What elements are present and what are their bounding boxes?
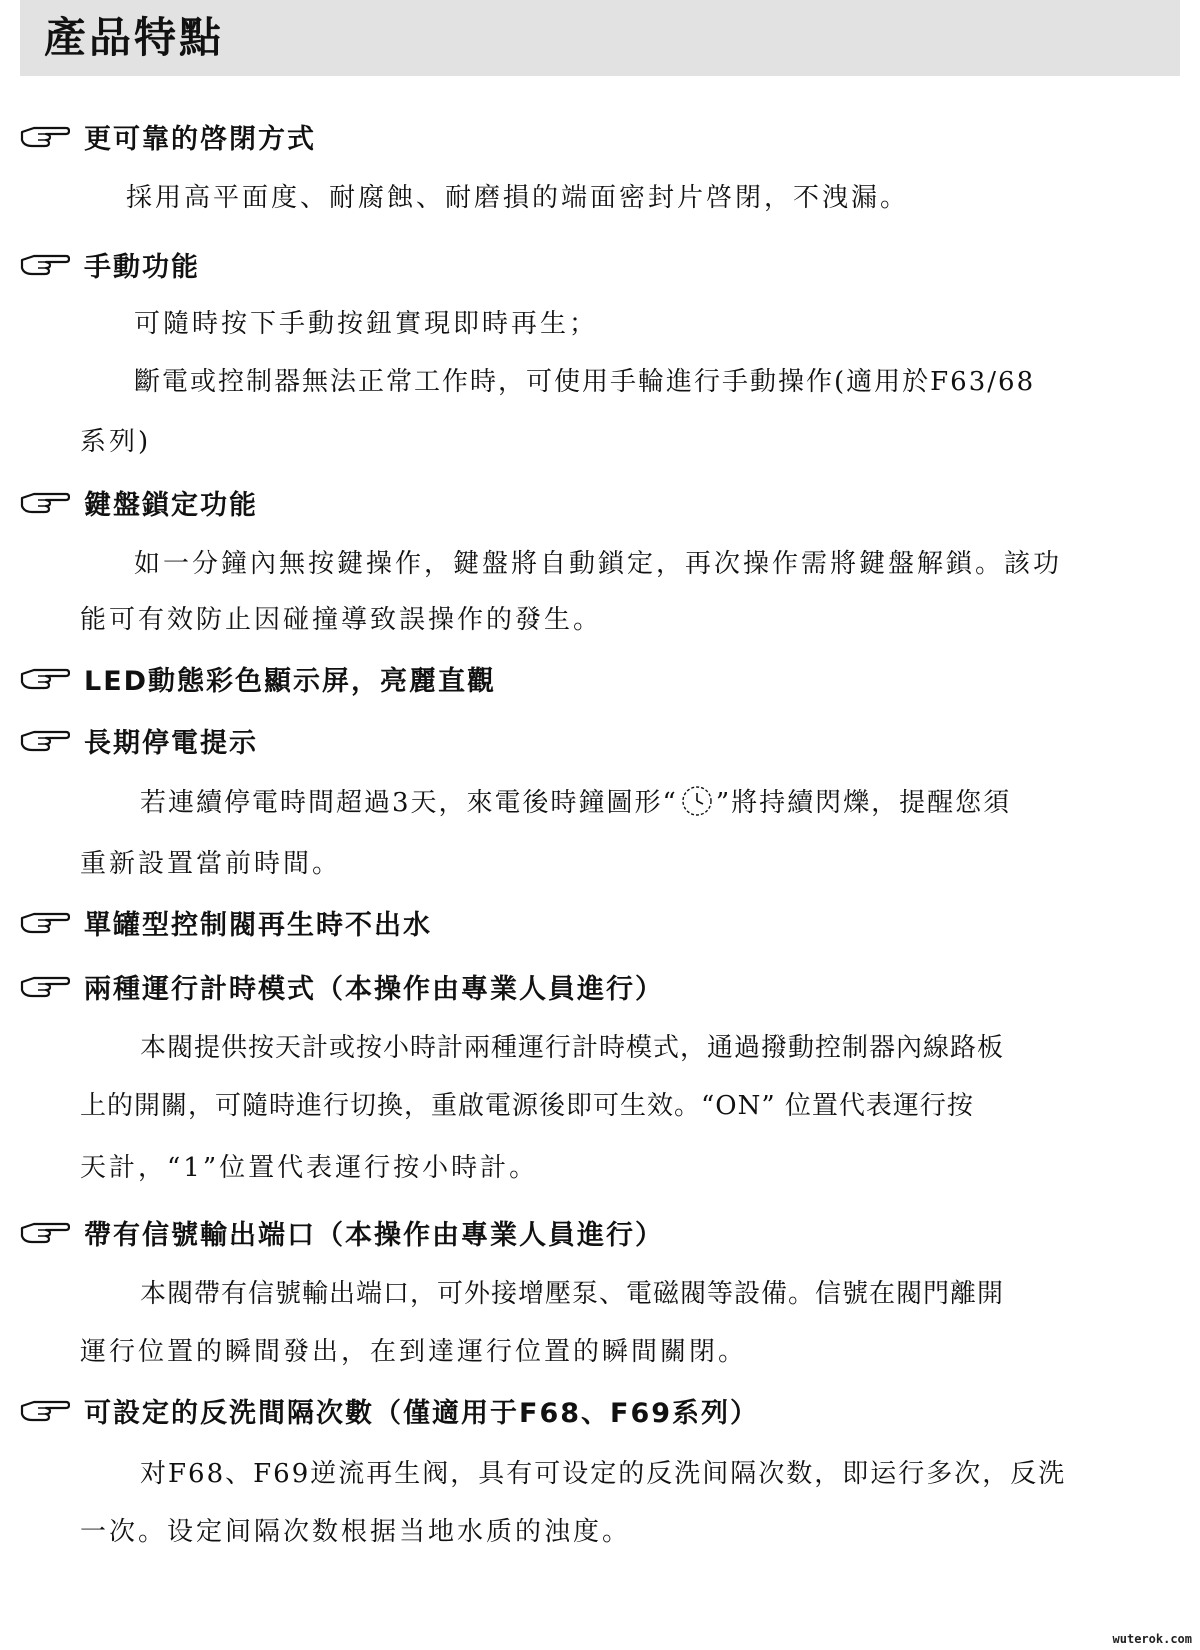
page-title: 產品特點 (44, 13, 225, 62)
watermark-text: wuterok.com (1112, 1632, 1192, 1646)
section-heading-text: 更可靠的啓閉方式 (84, 123, 316, 155)
body-line (140, 784, 1011, 821)
pointing-hand-icon (20, 251, 70, 277)
section-heading-power-outage (20, 720, 258, 760)
pointing-hand-icon (20, 1397, 70, 1423)
body-line: 採用高平面度、耐腐蝕、耐磨損的端面密封片啓閉，不洩漏。 (126, 183, 910, 213)
pointing-hand-icon (20, 489, 70, 515)
section-heading-led-display (20, 658, 496, 698)
pointing-hand-icon (20, 973, 70, 999)
body-line: 本閥提供按天計或按小時計兩種運行計時模式，通過撥動控制器內線路板 (140, 1033, 1005, 1063)
pointing-hand-icon (20, 727, 70, 753)
body-line: 可隨時按下手動按鈕實現即時再生； (134, 309, 599, 339)
section-heading-text: 手動功能 (84, 251, 200, 283)
clock-icon (680, 784, 714, 818)
section-heading-no-water-during-regen (20, 902, 432, 942)
body-line-part: 若連續停電時間超過3天，來電後時鐘圖形“ (140, 788, 678, 818)
body-line: 如一分鐘內無按鍵操作，鍵盤將自動鎖定，再次操作需將鍵盤解鎖。該功 (134, 549, 1063, 579)
section-heading-text: 可設定的反洗間隔次數（僅適用于F68、F69系列） (84, 1397, 760, 1429)
body-line: 斷電或控制器無法正常工作時，可使用手輪進行手動操作(適用於F63/68 (134, 367, 1036, 397)
section-heading-backwash-interval (20, 1390, 759, 1430)
pointing-hand-icon (20, 665, 70, 691)
section-heading-text: 鍵盤鎖定功能 (84, 489, 258, 521)
body-line: 運行位置的瞬間發出，在到達運行位置的瞬間關閉。 (80, 1337, 748, 1367)
body-line: 能可有效防止因碰撞導致誤操作的發生。 (80, 605, 603, 635)
body-line: 重新設置當前時間。 (80, 849, 342, 879)
section-heading-text: LED動態彩色顯示屏，亮麗直觀 (84, 665, 497, 697)
section-heading-timing-modes (20, 966, 664, 1006)
section-heading-text: 兩種運行計時模式（本操作由專業人員進行） (84, 973, 664, 1005)
section-heading-signal-output (20, 1212, 664, 1252)
body-line: 本閥帶有信號輸出端口，可外接增壓泵、電磁閥等設備。信號在閥門離開 (140, 1279, 1005, 1309)
body-line: 上的開關，可隨時進行切換，重啟電源後即可生效。“ON” 位置代表運行按 (80, 1091, 974, 1121)
section-heading-text: 帶有信號輸出端口（本操作由專業人員進行） (84, 1219, 664, 1251)
section-heading-keypad-lock (20, 482, 258, 522)
pointing-hand-icon (20, 123, 70, 149)
body-line: 一次。设定间隔次数根据当地水质的浊度。 (80, 1517, 632, 1547)
section-heading-text: 長期停電提示 (84, 727, 258, 759)
body-line: 天計，“1”位置代表運行按小時計。 (80, 1153, 539, 1183)
pointing-hand-icon (20, 1219, 70, 1245)
section-heading-manual-function (20, 244, 200, 284)
section-heading-text: 單罐型控制閥再生時不出水 (84, 909, 432, 941)
body-line: 系列) (80, 427, 152, 457)
body-line: 对F68、F69逆流再生阀，具有可设定的反洗间隔次数，即运行多次，反洗 (140, 1459, 1067, 1489)
section-heading-reliable-opening (20, 116, 316, 156)
body-line-part: ”將持續閃爍，提醒您須 (715, 788, 1012, 818)
pointing-hand-icon (20, 909, 70, 935)
